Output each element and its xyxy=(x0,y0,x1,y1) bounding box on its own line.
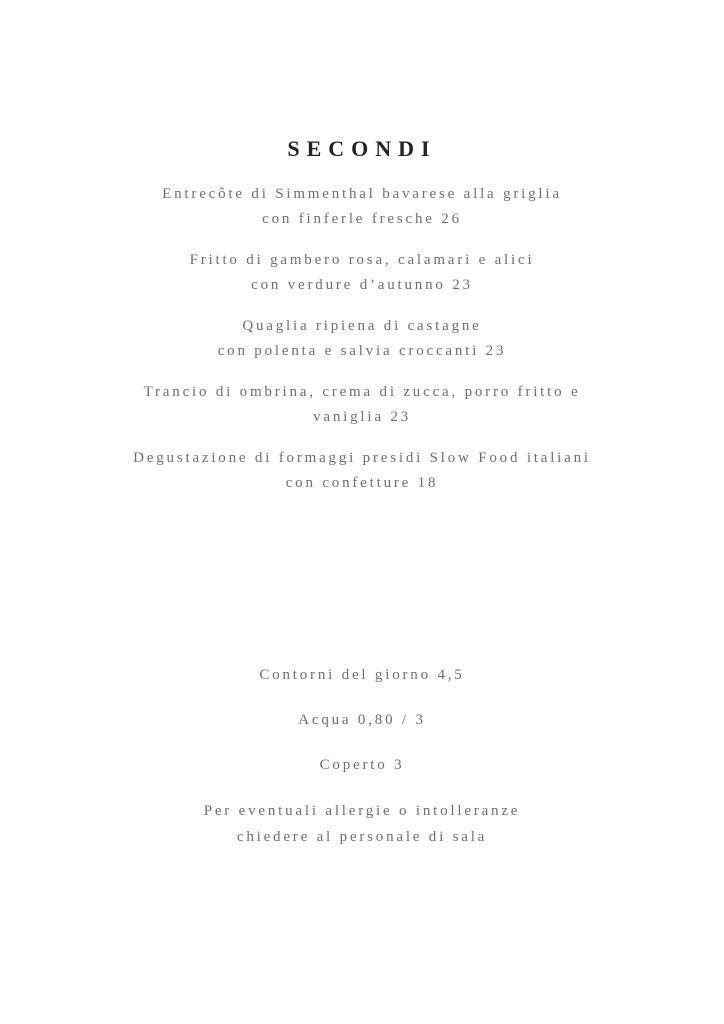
allergy-note xyxy=(0,798,724,850)
section-title: SECONDI xyxy=(287,136,437,161)
menu-item-detail-price: con verdure d’autunno 23 xyxy=(251,277,473,293)
menu-item-detail-price: con confetture 18 xyxy=(285,475,439,491)
menu-item-detail-price: con polenta e salvia croccanti 23 xyxy=(217,343,507,359)
menu-item-name: Degustazione di formaggi presidi Slow Food italiani xyxy=(133,450,591,466)
allergy-note-line1: Per eventuali allergie o intolleranze xyxy=(203,803,521,819)
menu-item-name: Quaglia ripiena di castagne xyxy=(242,318,482,334)
menu-item-name: Fritto di gambero rosa, calamari e alici xyxy=(189,252,535,268)
menu-item-quaglia xyxy=(0,314,724,364)
menu-item-name: Trancio di ombrina, crema di zucca, porro fritto e xyxy=(143,384,581,400)
extra-contorni: Contorni del giorno 4,5 xyxy=(259,667,465,683)
extra-coperto: Coperto 3 xyxy=(319,757,405,773)
menu-item-entrecote xyxy=(0,182,724,232)
menu-item-fritto xyxy=(0,248,724,298)
extra-acqua: Acqua 0,80 / 3 xyxy=(298,712,426,728)
menu-item-name: Entrecôte di Simmenthal bavarese alla griglia xyxy=(162,186,562,202)
extras-section xyxy=(0,663,724,778)
allergy-note-line2: chiedere al personale di sala xyxy=(236,829,488,845)
menu-item-detail-price: con finferle fresche 26 xyxy=(262,211,462,227)
menu-item-detail-price: vaniglia 23 xyxy=(313,409,411,425)
menu-item-trancio xyxy=(0,380,724,430)
menu-items-list xyxy=(0,182,724,496)
menu-item-degustazione xyxy=(0,446,724,496)
